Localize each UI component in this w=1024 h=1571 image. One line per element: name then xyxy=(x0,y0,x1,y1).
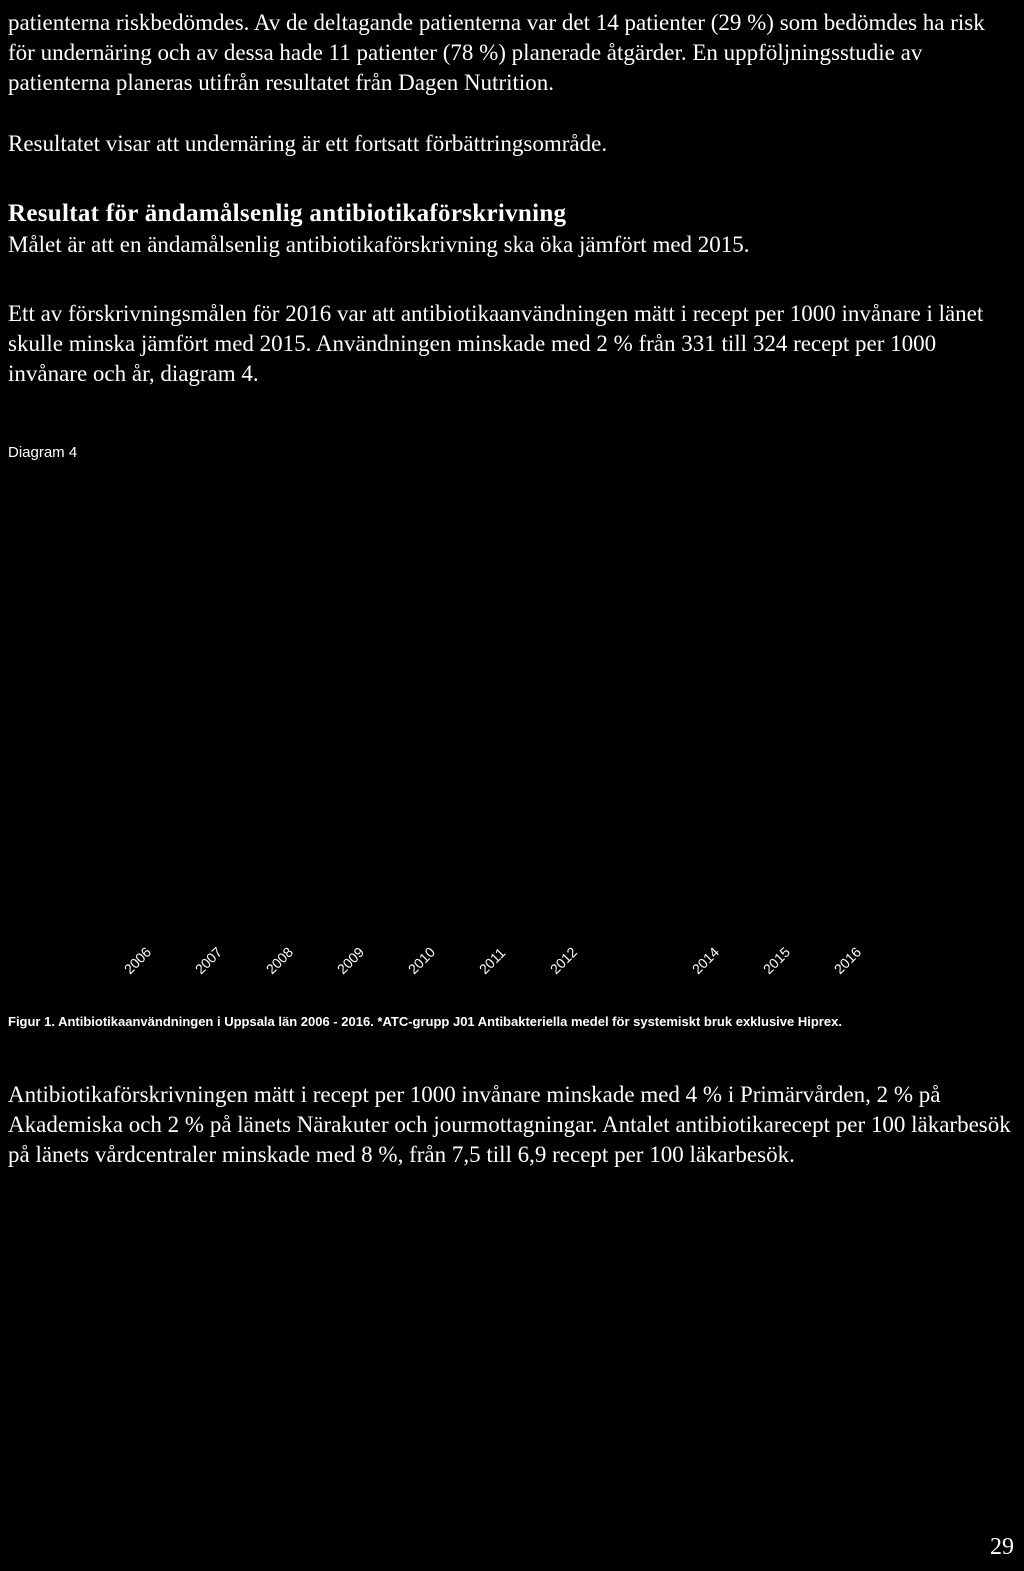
x-tick-label-2009: 2009 xyxy=(333,943,368,978)
x-tick-label-2016: 2016 xyxy=(830,943,865,978)
paragraph-prescription-goal: Ett av förskrivningsmålen för 2016 var att antibiotikaanvändningen mätt i recept per 1000 invånare i länet skulle minska jämfört med 2015. Användningen minskade med 2 % från 331 till 324 recept per 1000 invånare och år, diagram 4. xyxy=(8,301,984,386)
x-tick-label-2010: 2010 xyxy=(404,943,439,978)
paragraph-risk-assessment: patienterna riskbedömdes. Av de deltagande patienterna var det 14 patienter (29 %) som bedömdes ha risk för undernäring och av dessa hade 11 patienter (78 %) planerade åtgärder. En uppföljningsstudie av patienterna planeras utifrån resultatet från Dagen Nutrition. xyxy=(8,10,985,95)
x-tick-label-2007: 2007 xyxy=(191,943,226,978)
caption-figure-number: Figur 1. xyxy=(8,1014,55,1029)
x-tick-label-2008: 2008 xyxy=(262,943,297,978)
paragraph-goal: Målet är att en ändamålsenlig antibiotikaförskrivning ska öka jämfört med 2015. xyxy=(8,232,750,257)
x-tick-label-2012: 2012 xyxy=(546,943,581,978)
caption-text: Antibiotikaanvändningen i Uppsala län 2006 - 2016. *ATC-grupp J01 Antibakteriella medel för systemiskt bruk exklusive Hiprex. xyxy=(54,1014,842,1029)
x-tick-label-2006: 2006 xyxy=(120,943,155,978)
page-number: 29 xyxy=(990,1534,1014,1560)
diagram-label: Diagram 4 xyxy=(8,444,78,461)
diagram-4-chart xyxy=(0,470,1024,1010)
x-tick-label-2015: 2015 xyxy=(759,943,794,978)
x-tick-label-2014: 2014 xyxy=(688,943,723,978)
paragraph-conclusion: Resultatet visar att undernäring är ett fortsatt förbättringsområde. xyxy=(8,131,608,156)
section-heading: Resultat för ändamålsenlig antibiotikaförskrivning xyxy=(8,200,567,227)
chart-svg xyxy=(0,470,1024,1010)
x-tick-label-2011: 2011 xyxy=(475,944,509,978)
paragraph-prescription-results: Antibiotikaförskrivningen mätt i recept per 1000 invånare minskade med 4 % i Primärvården, 2 % på Akademiska och 2 % på länets Närakuter och jourmottagningar. Antalet antibiotikarecept per 100 läkarbesök på länets vårdcentraler minskade med 8 %, från 7,5 till 6,9 recept per 100 läkarbesök. xyxy=(8,1082,1011,1167)
figure-caption xyxy=(8,1012,908,1031)
